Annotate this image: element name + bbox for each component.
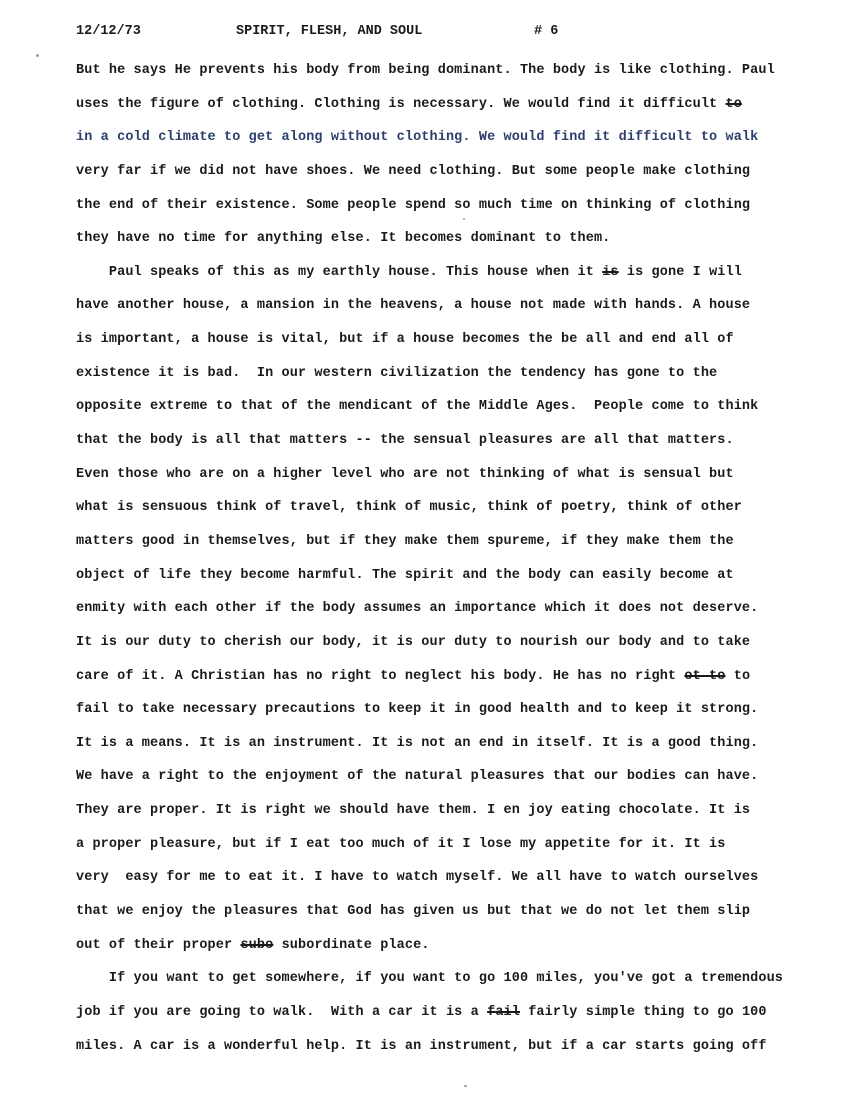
text-line: matters good in themselves, but if they make them spureme, if they make them the <box>76 533 734 549</box>
text-line: Even those who are on a higher level who are not thinking of what is sensual but <box>76 466 734 482</box>
text-line: job if you are going to walk. With a car it is a fail fairly simple thing to go 100 <box>76 1004 767 1020</box>
text-line: object of life they become harmful. The spirit and the body can easily become at <box>76 567 734 583</box>
struck-text: is <box>602 264 619 280</box>
body-text <box>76 59 816 1068</box>
text-line: But he says He prevents his body from being dominant. The body is like clothing. Paul <box>76 63 775 78</box>
text-line: It is a means. It is an instrument. It is not an end in itself. It is a good thing. <box>76 735 759 751</box>
scan-speck <box>464 1085 467 1087</box>
text-line: a proper pleasure, but if I eat too much of it I lose my appetite for it. It is <box>76 836 726 852</box>
text-line: We have a right to the enjoyment of the natural pleasures that our bodies can have. <box>76 769 759 785</box>
text-line: They are proper. It is right we should have them. I en joy eating chocolate. It is <box>76 803 751 819</box>
text-line: in a cold climate to get along without clothing. We would find it difficult to walk <box>76 130 759 146</box>
scan-speck <box>36 54 39 57</box>
text-line: the end of their existence. Some people spend so much time on thinking of clothing <box>76 197 751 213</box>
header-title: SPIRIT, FLESH, AND SOUL <box>236 24 423 39</box>
text-line: is important, a house is vital, but if a house becomes the be all and end all of <box>76 332 734 348</box>
struck-text: ot to <box>684 668 726 684</box>
struck-text: to <box>725 96 742 112</box>
text-line: have another house, a mansion in the heavens, a house not made with hands. A house <box>76 298 751 314</box>
header-page-number: # 6 <box>534 24 559 39</box>
header-date: 12/12/73 <box>76 24 141 39</box>
text-line: miles. A car is a wonderful help. It is an instrument, but if a car starts going off <box>76 1038 767 1054</box>
scan-speck <box>463 218 465 220</box>
text-line: fail to take necessary precautions to keep it in good health and to keep it strong. <box>76 702 759 718</box>
text-line: what is sensuous think of travel, think of music, think of poetry, think of other <box>76 500 742 516</box>
text-line: care of it. A Christian has no right to neglect his body. He has no right ot to to <box>76 668 751 684</box>
text-line: that the body is all that matters -- the sensual pleasures are all that matters. <box>76 433 734 449</box>
struck-text: subo <box>240 937 274 953</box>
text-line: opposite extreme to that of the mendicant of the Middle Ages. People come to think <box>76 399 759 415</box>
text-line: enmity with each other if the body assumes an importance which it does not deserve. <box>76 601 759 617</box>
text-line: very easy for me to eat it. I have to watch myself. We all have to watch ourselves <box>76 870 759 886</box>
text-line: uses the figure of clothing. Clothing is necessary. We would find it difficult to <box>76 96 742 112</box>
text-line: If you want to get somewhere, if you want to go 100 miles, you've got a tremendous <box>76 971 784 987</box>
text-line: It is our duty to cherish our body, it is our duty to nourish our body and to take <box>76 634 751 650</box>
text-line: they have no time for anything else. It becomes dominant to them. <box>76 231 611 247</box>
text-line: Paul speaks of this as my earthly house. This house when it is is gone I will <box>76 264 742 280</box>
page-header <box>76 24 796 46</box>
text-line: very far if we did not have shoes. We need clothing. But some people make clothing <box>76 163 751 179</box>
text-line: out of their proper subo subordinate place. <box>76 937 430 953</box>
text-line: existence it is bad. In our western civilization the tendency has gone to the <box>76 365 718 381</box>
struck-text: fail <box>487 1004 520 1020</box>
text-line: that we enjoy the pleasures that God has given us but that we do not let them slip <box>76 904 751 920</box>
